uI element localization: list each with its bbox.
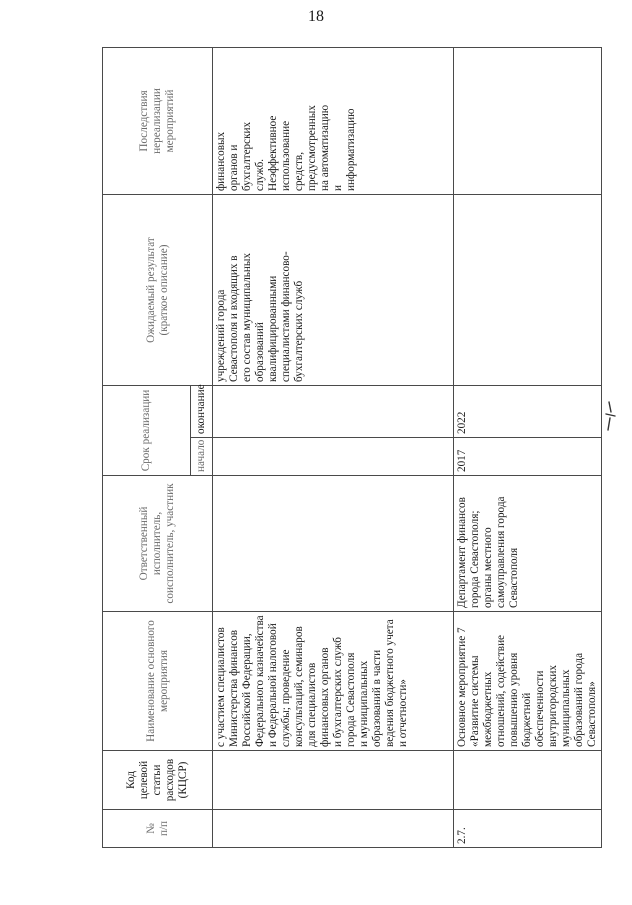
- row-end: [213, 386, 454, 438]
- header-result: Ожидаемый результат (краткое описание): [103, 195, 213, 386]
- header-consequences: Последствия нереализации мероприятий: [103, 48, 213, 195]
- row-code: [213, 751, 454, 810]
- row-consequences: [454, 48, 602, 195]
- pen-mark-icon: [600, 400, 622, 434]
- rotated-table-frame: [102, 48, 598, 848]
- row-code: [454, 751, 602, 810]
- row-end: 2022: [454, 386, 602, 438]
- rotated-table-container: [102, 48, 598, 848]
- header-num: № п/п: [103, 810, 213, 848]
- row-result: учреждений города Севастополя и входящих в его состав муниципальных образований квалифицированными специалистами финансово- бухгалтерских служб: [213, 195, 454, 386]
- row-name: Основное мероприятие 7 «Развитие системы межбюджетных отношений, содействие повышению уровня бюджетной обеспеченности внутригородских муниципальных образований города Севастополя»: [454, 612, 602, 751]
- row-start: 2017: [454, 438, 602, 476]
- row-name: с участием специалистов Министерства финансов Российской Федерации, Федерального казначейства и Федеральной налоговой службы; проведение консультаций, семинаров для специалистов финансовых органов и бухгалтерских служб города Севастополя и муниципальных образований в части ведения бюджетного учета и отчетности»: [213, 612, 454, 751]
- row-consequences: финансовых органов и бухгалтерских служб. Неэффективное использование средств, предусмотренных на автоматизацию и информатизацию: [213, 48, 454, 195]
- page-number: 18: [308, 8, 324, 25]
- table-row: [213, 48, 454, 848]
- header-end: окончание: [191, 386, 213, 438]
- activities-table: [102, 47, 602, 848]
- row-num: [213, 810, 454, 848]
- row-result: [454, 195, 602, 386]
- row-responsible: [213, 476, 454, 612]
- header-period: Срок реализации: [103, 386, 191, 476]
- row-responsible: Департамент финансов города Севастополя; органы местного самоуправления города Севастополя: [454, 476, 602, 612]
- header-start: начало: [191, 438, 213, 476]
- row-start: [213, 438, 454, 476]
- header-code: Код целевой статьи расходов (КЦСР): [103, 751, 213, 810]
- row-num: 2.7.: [454, 810, 602, 848]
- table-row: [454, 48, 602, 848]
- header-name: Наименование основного мероприятия: [103, 612, 213, 751]
- header-responsible: Ответственный исполнитель, соисполнитель, участник: [103, 476, 213, 612]
- table-header-row: [103, 48, 191, 848]
